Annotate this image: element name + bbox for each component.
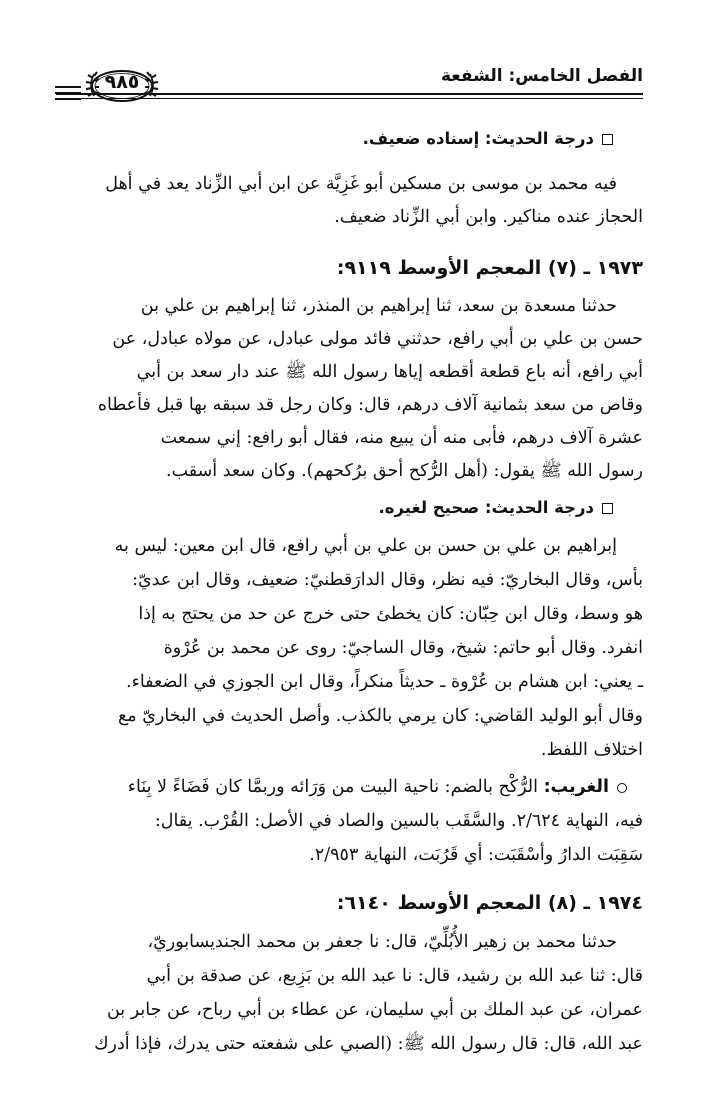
grade-value: إسناده ضعيف. xyxy=(362,129,480,148)
grade-value: صحيح لغيره. xyxy=(378,498,480,517)
grade-label: درجة الحديث: xyxy=(484,129,594,148)
gloss-line xyxy=(60,774,627,800)
hadith-text-line: حدثنا محمد بن زهير الأُبُلِّيّ، قال: نا جعفر بن محمد الجنديسابوريّ، xyxy=(147,932,617,952)
hadith-text-line: عبد الله، قال: قال رسول الله ﷺ: (الصبي على شفعته حتى يدرك، فإذا أدرك xyxy=(94,1034,643,1054)
page-number: ٩٨٥ xyxy=(104,71,140,93)
note-line: إبراهيم بن علي بن حسن بن علي بن أبي رافع، قال ابن معين: ليس به xyxy=(114,536,617,556)
header-dash xyxy=(55,86,81,88)
hadith-text-line: وقاص من سعد بثمانية آلاف درهم، قال: وكان رجل قد سبقه بها قبل فأعطاه xyxy=(97,395,643,415)
hadith-heading: ١٩٧٤ ـ (٨) المعجم الأوسط ٦١٤٠: xyxy=(336,892,643,914)
note-line: بأس، وقال البخاريّ: فيه نظر، وقال الدارَقطنيّ: ضعيف، وقال ابن عديّ: xyxy=(132,570,643,590)
note-line: وقال أبو الوليد القاضي: كان يرمي بالكذب. وأصل الحديث في البخاريّ مع xyxy=(117,706,643,726)
header-dash xyxy=(55,98,81,100)
hadith-text-line: حسن بن علي بن أبي رافع، حدثني فائد مولى عبادل، عن مولاه عبادل، عن xyxy=(112,329,643,349)
hadith-text-line: عمران، عن عبد الملك بن أبي سليمان، عن عطاء بن أبي رباح، عن جابر بن xyxy=(106,1000,643,1020)
circle-bullet-icon xyxy=(617,783,627,793)
hadith-text-line: حدثنا مسعدة بن سعد، ثنا إبراهيم بن المنذر، ثنا إبراهيم بن علي بن xyxy=(140,296,617,316)
chapter-title: الفصل الخامس: الشفعة xyxy=(440,66,643,86)
hadith-grade-line xyxy=(60,495,613,521)
hadith-text-line: عشرة آلاف درهم، فأبى منه أن يبيع منه، فقال أبو رافع: إني سمعت xyxy=(160,428,643,448)
hadith-text-line: قال: ثنا عبد الله بن رشيد، قال: نا عبد الله بن بَزِيع، عن صدقة بن أبي xyxy=(146,966,643,986)
note-line: فيه محمد بن موسى بن مسكين أبو غَزِيَّة عن ابن أبي الزِّناد يعد في أهل xyxy=(105,174,617,194)
hadith-heading: ١٩٧٣ ـ (٧) المعجم الأوسط ٩١١٩: xyxy=(336,257,643,279)
gloss-label: الغريب: xyxy=(543,777,609,797)
note-line: هو وسط، وقال ابن حِبّان: كان يخطئ حتى خرج عن حد من يحتج به إذا xyxy=(138,604,643,624)
note-line: ـ يعني: ابن هشام بن عُرْوة ـ حديثاً منكراً، وقال ابن الجوزي في الضعفاء. xyxy=(126,672,643,692)
gloss-line: فيه، النهاية ٢/٦٢٤. والسَّقَب بالسين والصاد في الأصل: القُرْب. يقال: xyxy=(154,811,643,831)
hadith-text-line: رسول الله ﷺ يقول: (أهل الرُّكح أحق برُكحهم). وكان سعد أسقب. xyxy=(166,461,643,481)
gloss-line: سَقِبَت الدارُ وأسْقَبَت: أي قَرُبَت، النهاية ٢/٩٥٣. xyxy=(309,845,643,865)
gloss-text: الرُّكْح بالضم: ناحية البيت من وَرَائه وربمَّا كان فَضَاءً لا بِنَاء xyxy=(127,777,538,797)
header-dash xyxy=(55,92,81,94)
grade-label: درجة الحديث: xyxy=(484,498,594,517)
note-line: الحجاز عنده مناكير. وابن أبي الزِّناد ضعيف. xyxy=(334,207,643,227)
square-bullet-icon xyxy=(602,503,613,514)
note-line: اختلاف اللفظ. xyxy=(540,740,643,760)
hadith-grade-line xyxy=(60,126,613,152)
hadith-text-line: أبي رافع، أنه باع قطعة أقطعه إياها رسول الله ﷺ عند دار سعد بن أبي xyxy=(136,362,643,382)
note-line: انفرد. وقال أبو حاتم: شيخ، وقال الساجيّ: روى عن محمد بن عُرْوة xyxy=(163,638,643,658)
square-bullet-icon xyxy=(602,134,613,145)
